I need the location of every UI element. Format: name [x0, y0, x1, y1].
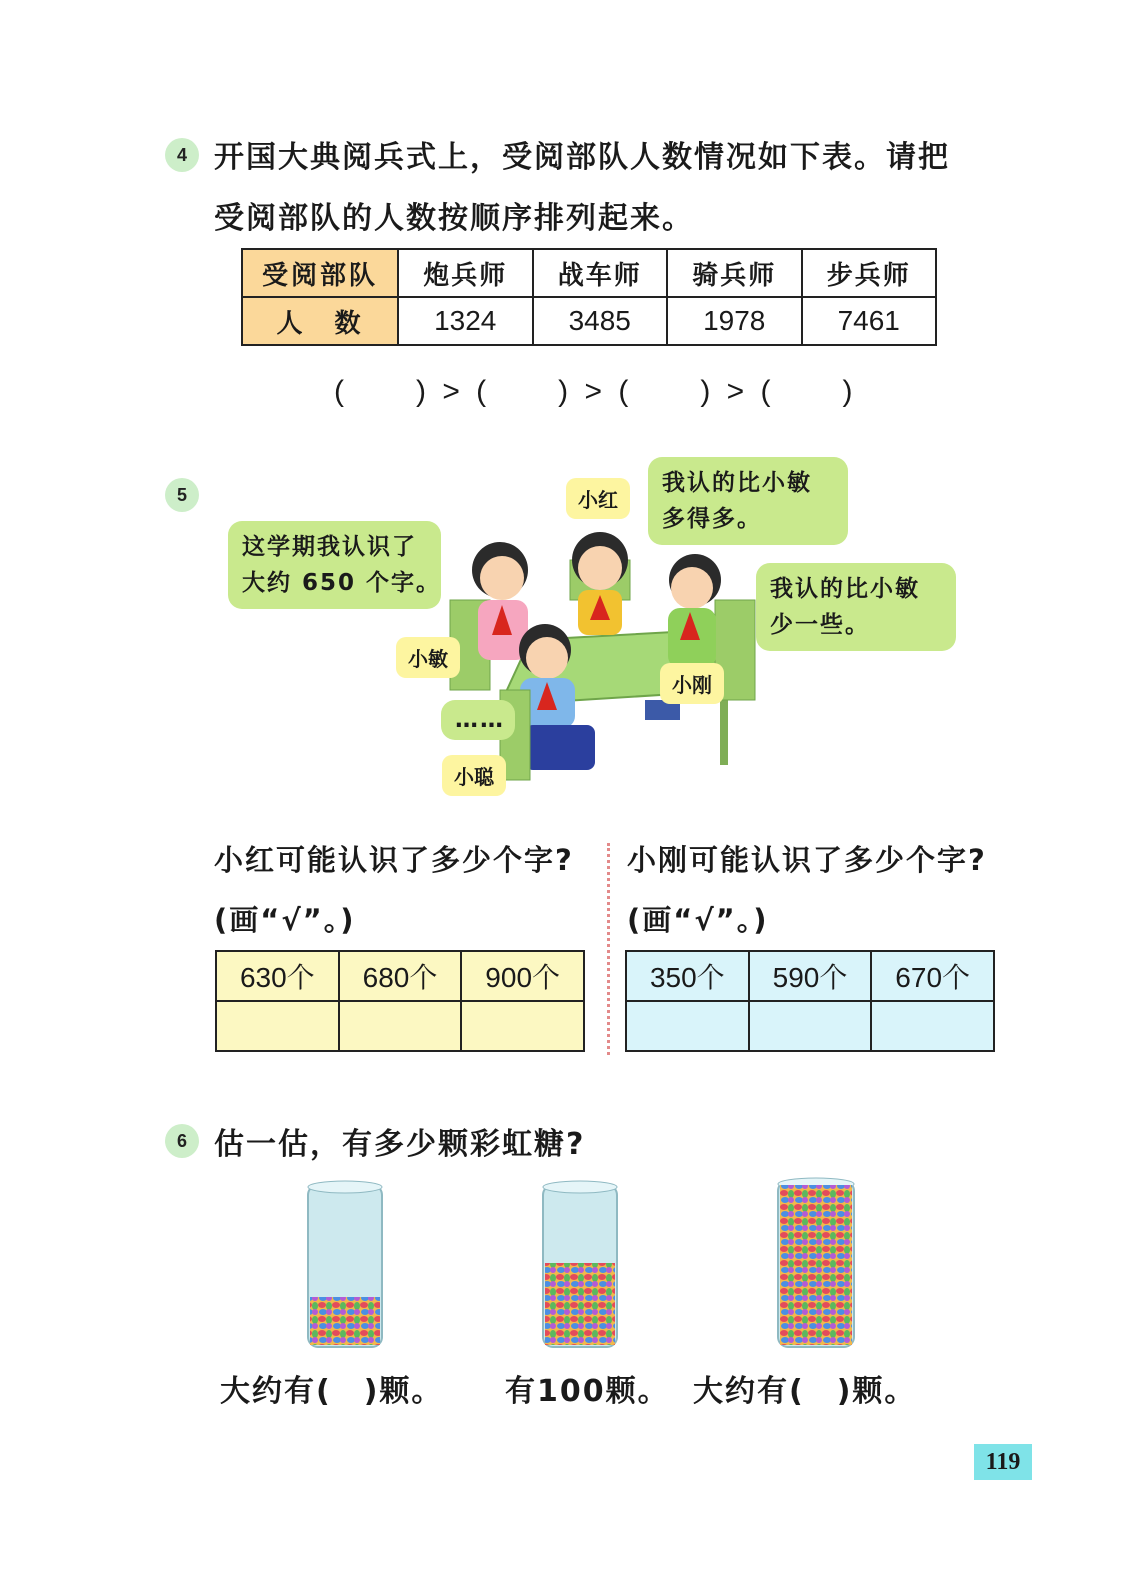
dotted-divider: [607, 843, 610, 1055]
option-cell: 350个: [626, 951, 749, 1001]
bubble-line: 这学期我认识了: [242, 534, 417, 560]
check-cell[interactable]: [339, 1001, 462, 1051]
question-5-right-question: 小刚可能认识了多少个字?: [627, 843, 987, 877]
xiaohong-choice-table: [215, 950, 585, 1052]
bubble-line: 大约 650 个字。: [242, 570, 442, 596]
question-6-badge: 6: [165, 1124, 199, 1158]
check-cell[interactable]: [626, 1001, 749, 1051]
ordering-blanks[interactable]: ( ) > ( ) > ( ) > ( ): [334, 375, 857, 408]
option-cell: 630个: [216, 951, 339, 1001]
option-cell: 900个: [461, 951, 584, 1001]
question-5-left-question: 小红可能认识了多少个字?: [214, 843, 574, 877]
table-cell: 1324: [398, 297, 533, 345]
troop-table: [241, 248, 937, 346]
candy-jars-illustration: [290, 1175, 890, 1355]
bubble-line: 我认的比小敏: [770, 576, 920, 602]
table-col-header: 骑兵师: [667, 249, 802, 297]
name-tag-xiaomin: 小敏: [396, 637, 460, 678]
bubble-line: 我认的比小敏: [662, 470, 812, 496]
xiaogang-choice-table: [625, 950, 995, 1052]
table-cell: 1978: [667, 297, 802, 345]
name-tag-xiaocong: 小聪: [442, 755, 506, 796]
check-cell[interactable]: [871, 1001, 994, 1051]
option-cell: 590个: [749, 951, 872, 1001]
table-row2-header: 人 数: [242, 297, 398, 345]
question-6-text: 估一估，有多少颗彩虹糖?: [214, 1127, 586, 1162]
option-cell: 670个: [871, 951, 994, 1001]
check-cell[interactable]: [216, 1001, 339, 1051]
name-tag-xiaogang: 小刚: [660, 663, 724, 704]
table-cell: 3485: [533, 297, 668, 345]
option-cell: 680个: [339, 951, 462, 1001]
question-4-badge: 4: [165, 138, 199, 172]
check-cell[interactable]: [461, 1001, 584, 1051]
speech-bubble-xiaocong: ……: [441, 700, 515, 740]
table-row1-header: 受阅部队: [242, 249, 398, 297]
bubble-line: 少一些。: [770, 612, 870, 638]
page-number: 119: [974, 1444, 1032, 1480]
table-col-header: 战车师: [533, 249, 668, 297]
jar-3-caption[interactable]: 大约有( )颗。: [693, 1374, 917, 1409]
speech-bubble-xiaogang: [756, 563, 956, 651]
question-5-right-hint: (画“√”。): [627, 903, 769, 937]
question-5-left-hint: (画“√”。): [214, 903, 356, 937]
table-col-header: 炮兵师: [398, 249, 533, 297]
check-cell[interactable]: [749, 1001, 872, 1051]
jar-2-caption: 有100颗。: [505, 1374, 670, 1409]
name-tag-xiaohong: 小红: [566, 478, 630, 519]
table-col-header: 步兵师: [802, 249, 937, 297]
speech-bubble-xiaohong: [648, 457, 848, 545]
question-4-line2: 受阅部队的人数按顺序排列起来。: [214, 201, 694, 236]
question-4-line1: 开国大典阅兵式上，受阅部队人数情况如下表。请把: [214, 140, 950, 175]
bubble-line: 多得多。: [662, 506, 762, 532]
speech-bubble-xiaomin: [228, 521, 441, 609]
question-5-badge: 5: [165, 478, 199, 512]
jar-1-caption[interactable]: 大约有( )颗。: [220, 1374, 444, 1409]
table-cell: 7461: [802, 297, 937, 345]
